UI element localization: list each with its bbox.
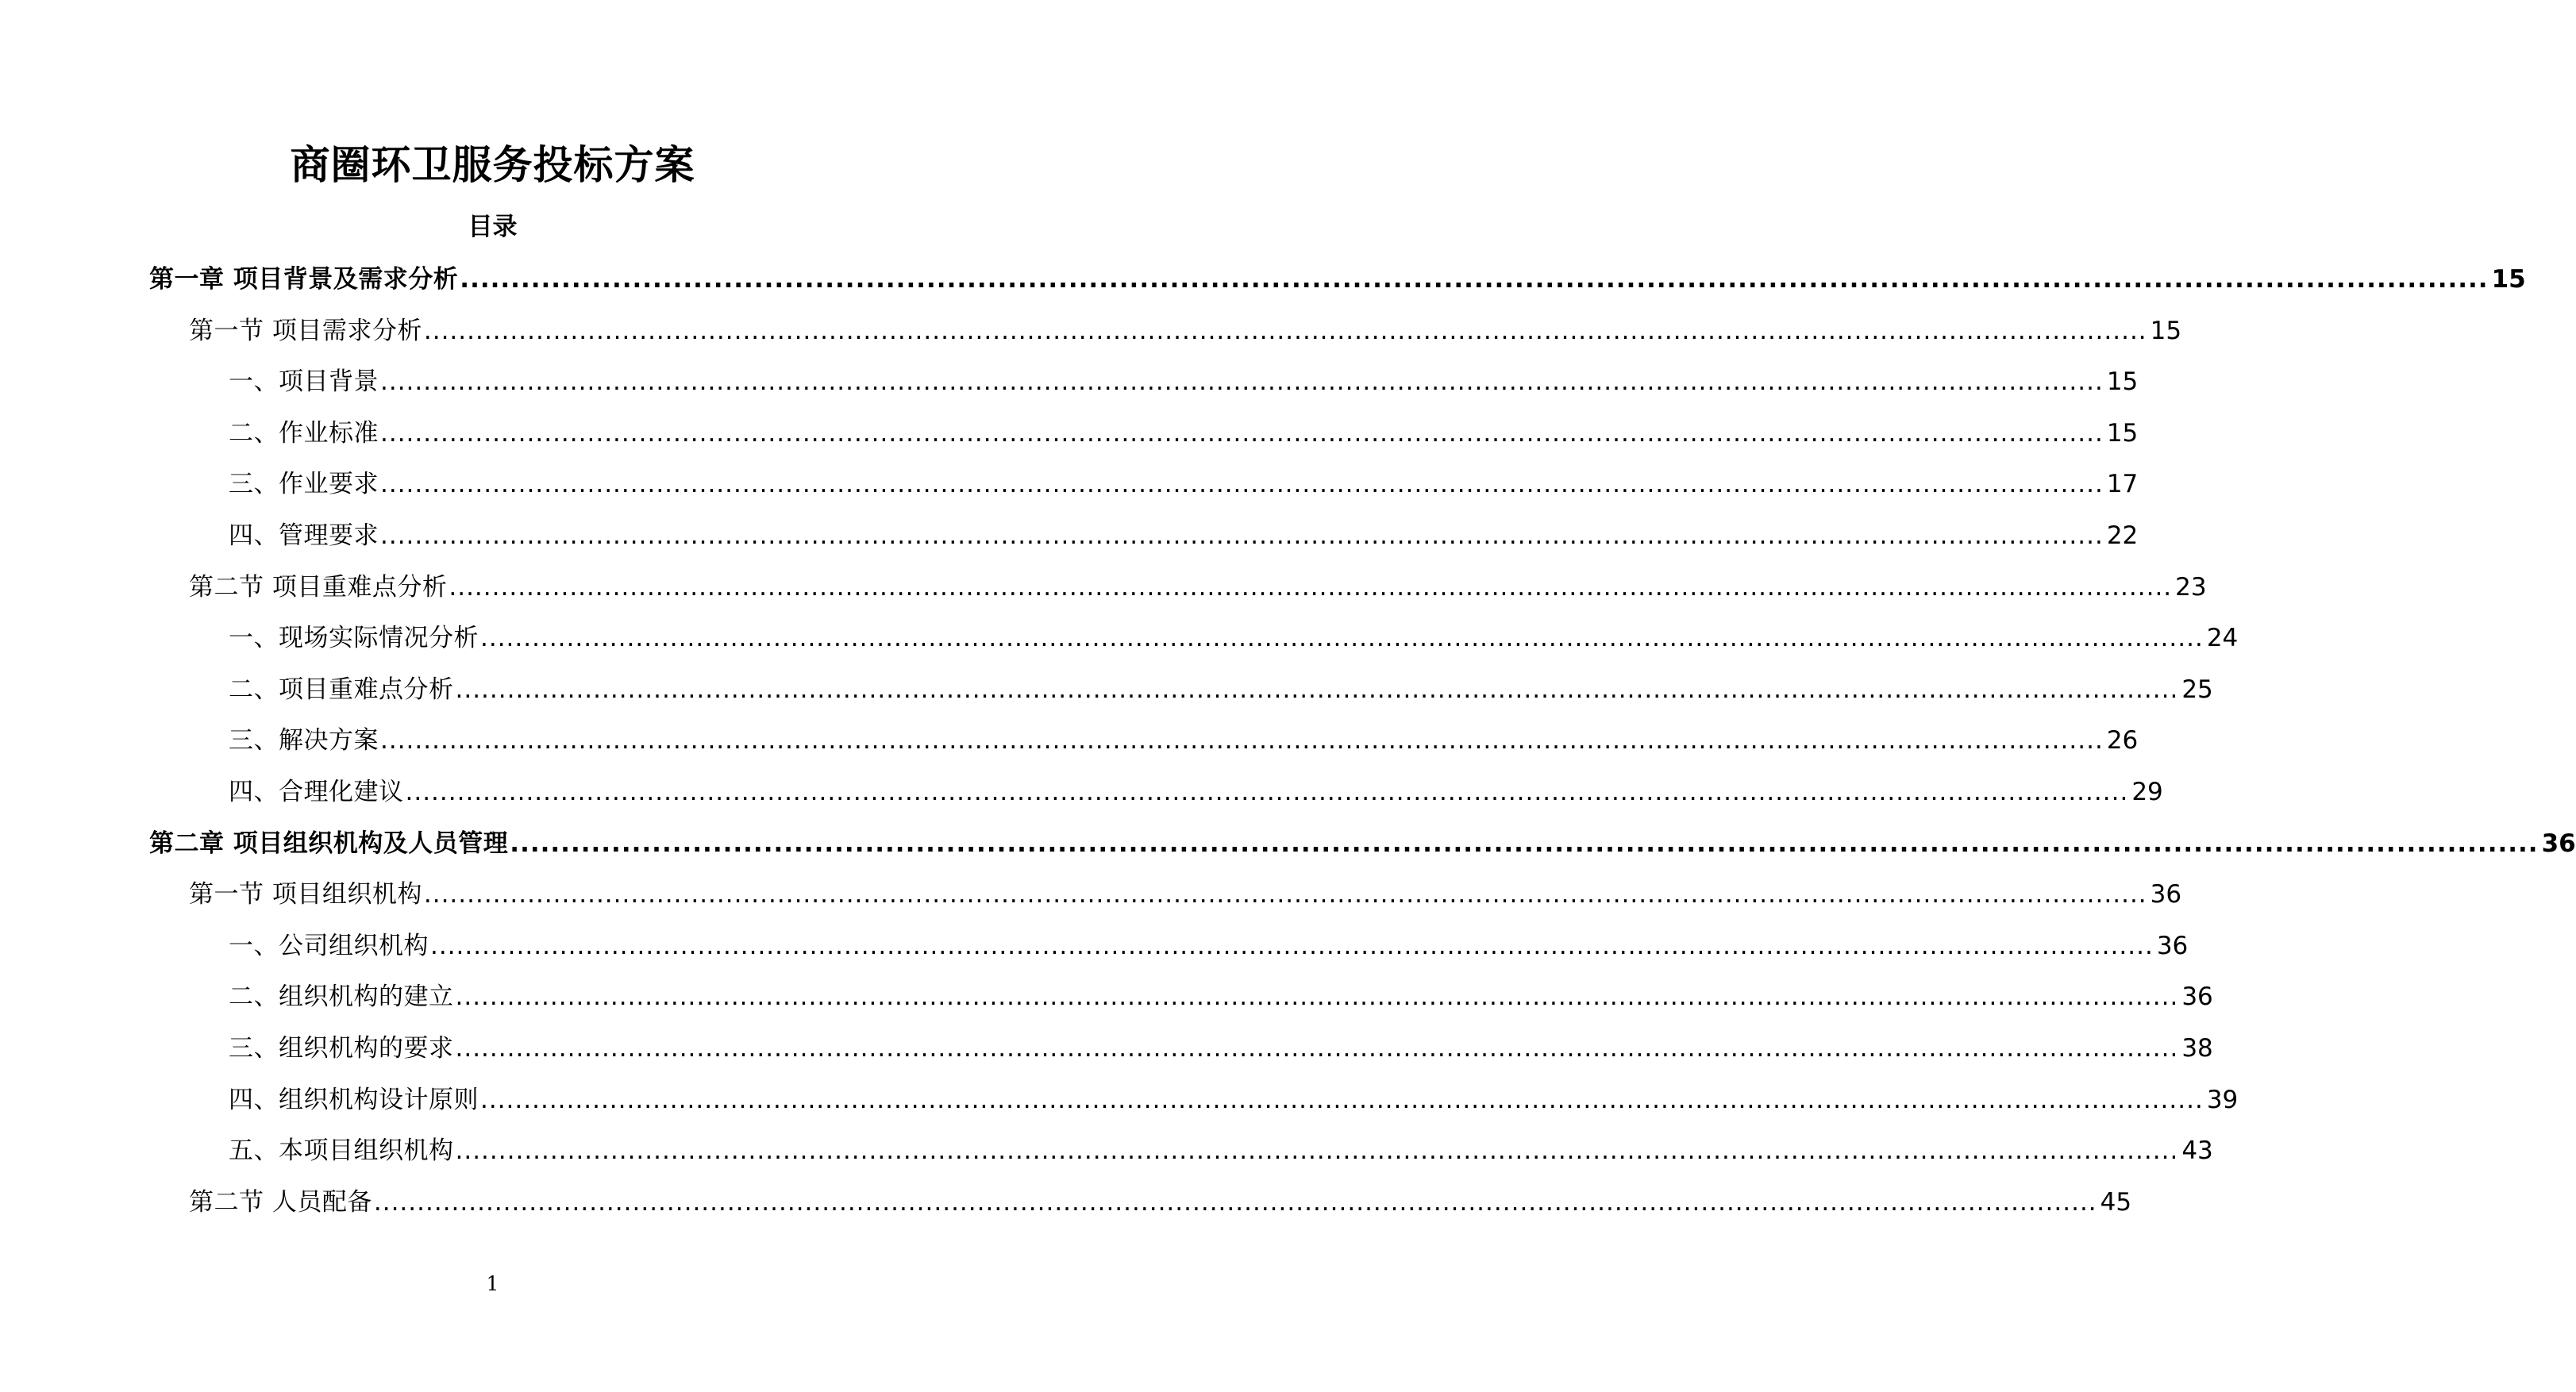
toc-entry-page-number: 26 (2106, 726, 2139, 755)
toc-dot-leader: ........................................................................................................................................................................................................ (460, 265, 2489, 294)
toc-dot-leader: ........................................................................................................................................................................................................ (455, 1136, 2179, 1165)
toc-entry-page-number: 36 (2156, 932, 2189, 960)
toc-dot-leader: ........................................................................................................................................................................................................ (380, 367, 2104, 396)
toc-entry-label: 第二节 人员配备 (189, 1188, 372, 1217)
toc-dot-leader: ........................................................................................................................................................................................................ (380, 521, 2104, 550)
toc-entry-page-number: 22 (2106, 521, 2139, 550)
toc-entry-page-number: 36 (2541, 829, 2576, 858)
toc-entry-label: 二、组织机构的建立 (229, 982, 454, 1011)
toc-dot-leader: ........................................................................................................................................................................................................ (480, 1086, 2204, 1114)
toc-entry-label: 第二章 项目组织机构及人员管理 (149, 829, 509, 858)
toc-entry-label: 第一节 项目组织机构 (189, 880, 422, 909)
toc-dot-leader: ........................................................................................................................................................................................................ (405, 778, 2129, 806)
toc-entry-label: 第一节 项目需求分析 (189, 317, 422, 345)
toc-dot-leader: ........................................................................................................................................................................................................ (430, 932, 2154, 960)
toc-dot-leader: ........................................................................................................................................................................................................ (455, 1034, 2179, 1063)
toc-entry-label: 三、组织机构的要求 (229, 1034, 454, 1063)
toc-dot-leader: ........................................................................................................................................................................................................ (423, 317, 2147, 345)
toc-entry-page-number: 38 (2181, 1034, 2213, 1063)
toc-dot-leader: ........................................................................................................................................................................................................ (373, 1188, 2097, 1217)
toc-entry-subsection[interactable] (229, 364, 2139, 399)
toc-entry-page-number: 23 (2175, 573, 2207, 602)
toc-entry-subsection[interactable] (229, 1082, 2239, 1117)
toc-entry-page-number: 15 (2491, 265, 2526, 294)
toc-entry-page-number: 45 (2100, 1188, 2132, 1217)
toc-entry-subsection[interactable] (229, 723, 2139, 758)
toc-dot-leader: ........................................................................................................................................................................................................ (380, 419, 2104, 448)
toc-entry-page-number: 15 (2150, 317, 2182, 345)
toc-entry-label: 一、公司组织机构 (229, 932, 429, 960)
toc-entry-label: 三、解决方案 (229, 726, 379, 755)
toc-entry-page-number: 43 (2181, 1136, 2213, 1165)
footer-page-number: 1 (486, 1272, 499, 1295)
toc-entry-label: 第一章 项目背景及需求分析 (149, 265, 459, 294)
toc-entry-subsection[interactable] (229, 672, 2213, 707)
toc-entry-subsection[interactable] (229, 775, 2163, 809)
toc-entry-subsection[interactable] (229, 1133, 2213, 1168)
toc-entry-page-number: 36 (2150, 880, 2182, 909)
toc-entry-page-number: 36 (2181, 982, 2213, 1011)
toc-dot-leader: ........................................................................................................................................................................................................ (380, 470, 2104, 498)
toc-entry-label: 四、合理化建议 (229, 778, 404, 806)
toc-dot-leader: ........................................................................................................................................................................................................ (423, 880, 2147, 909)
toc-entry-page-number: 24 (2206, 624, 2239, 652)
toc-entry-section[interactable] (189, 1185, 2132, 1220)
toc-dot-leader: ........................................................................................................................................................................................................ (455, 675, 2179, 704)
toc-entry-page-number: 17 (2106, 470, 2139, 498)
toc-entry-label: 三、作业要求 (229, 470, 379, 498)
toc-entry-label: 四、组织机构设计原则 (229, 1086, 479, 1114)
toc-entry-label: 一、项目背景 (229, 367, 379, 396)
toc-heading: 目录 (468, 213, 518, 241)
toc-entry-label: 二、项目重难点分析 (229, 675, 454, 704)
toc-entry-page-number: 29 (2131, 778, 2163, 806)
toc-entry-section[interactable] (189, 313, 2182, 348)
toc-entry-label: 一、现场实际情况分析 (229, 624, 479, 652)
toc-entry-section[interactable] (189, 570, 2207, 605)
toc-entry-page-number: 25 (2181, 675, 2213, 704)
toc-entry-subsection[interactable] (229, 416, 2139, 451)
toc-entry-label: 五、本项目组织机构 (229, 1136, 454, 1165)
toc-entry-subsection[interactable] (229, 621, 2239, 656)
toc-entry-label: 第二节 项目重难点分析 (189, 573, 448, 602)
toc-entry-label: 四、管理要求 (229, 521, 379, 550)
toc-dot-leader: ........................................................................................................................................................................................................ (510, 829, 2539, 858)
toc-entry-page-number: 39 (2206, 1086, 2239, 1114)
toc-entry-subsection[interactable] (229, 929, 2189, 963)
toc-entry-subsection[interactable] (229, 518, 2139, 553)
toc-entry-page-number: 15 (2106, 419, 2139, 448)
toc-entry-chapter[interactable] (149, 262, 2526, 297)
toc-entry-subsection[interactable] (229, 1031, 2213, 1066)
toc-entry-section[interactable] (189, 877, 2182, 912)
document-title: 商圈环卫服务投标方案 (290, 142, 695, 188)
toc-dot-leader: ........................................................................................................................................................................................................ (449, 573, 2173, 602)
toc-entry-label: 二、作业标准 (229, 419, 379, 448)
toc-entry-chapter[interactable] (149, 826, 2576, 861)
toc-dot-leader: ........................................................................................................................................................................................................ (455, 982, 2179, 1011)
toc-dot-leader: ........................................................................................................................................................................................................ (480, 624, 2204, 652)
toc-entry-page-number: 15 (2106, 367, 2139, 396)
toc-dot-leader: ........................................................................................................................................................................................................ (380, 726, 2104, 755)
toc-entry-subsection[interactable] (229, 467, 2139, 502)
toc-entry-subsection[interactable] (229, 979, 2213, 1014)
